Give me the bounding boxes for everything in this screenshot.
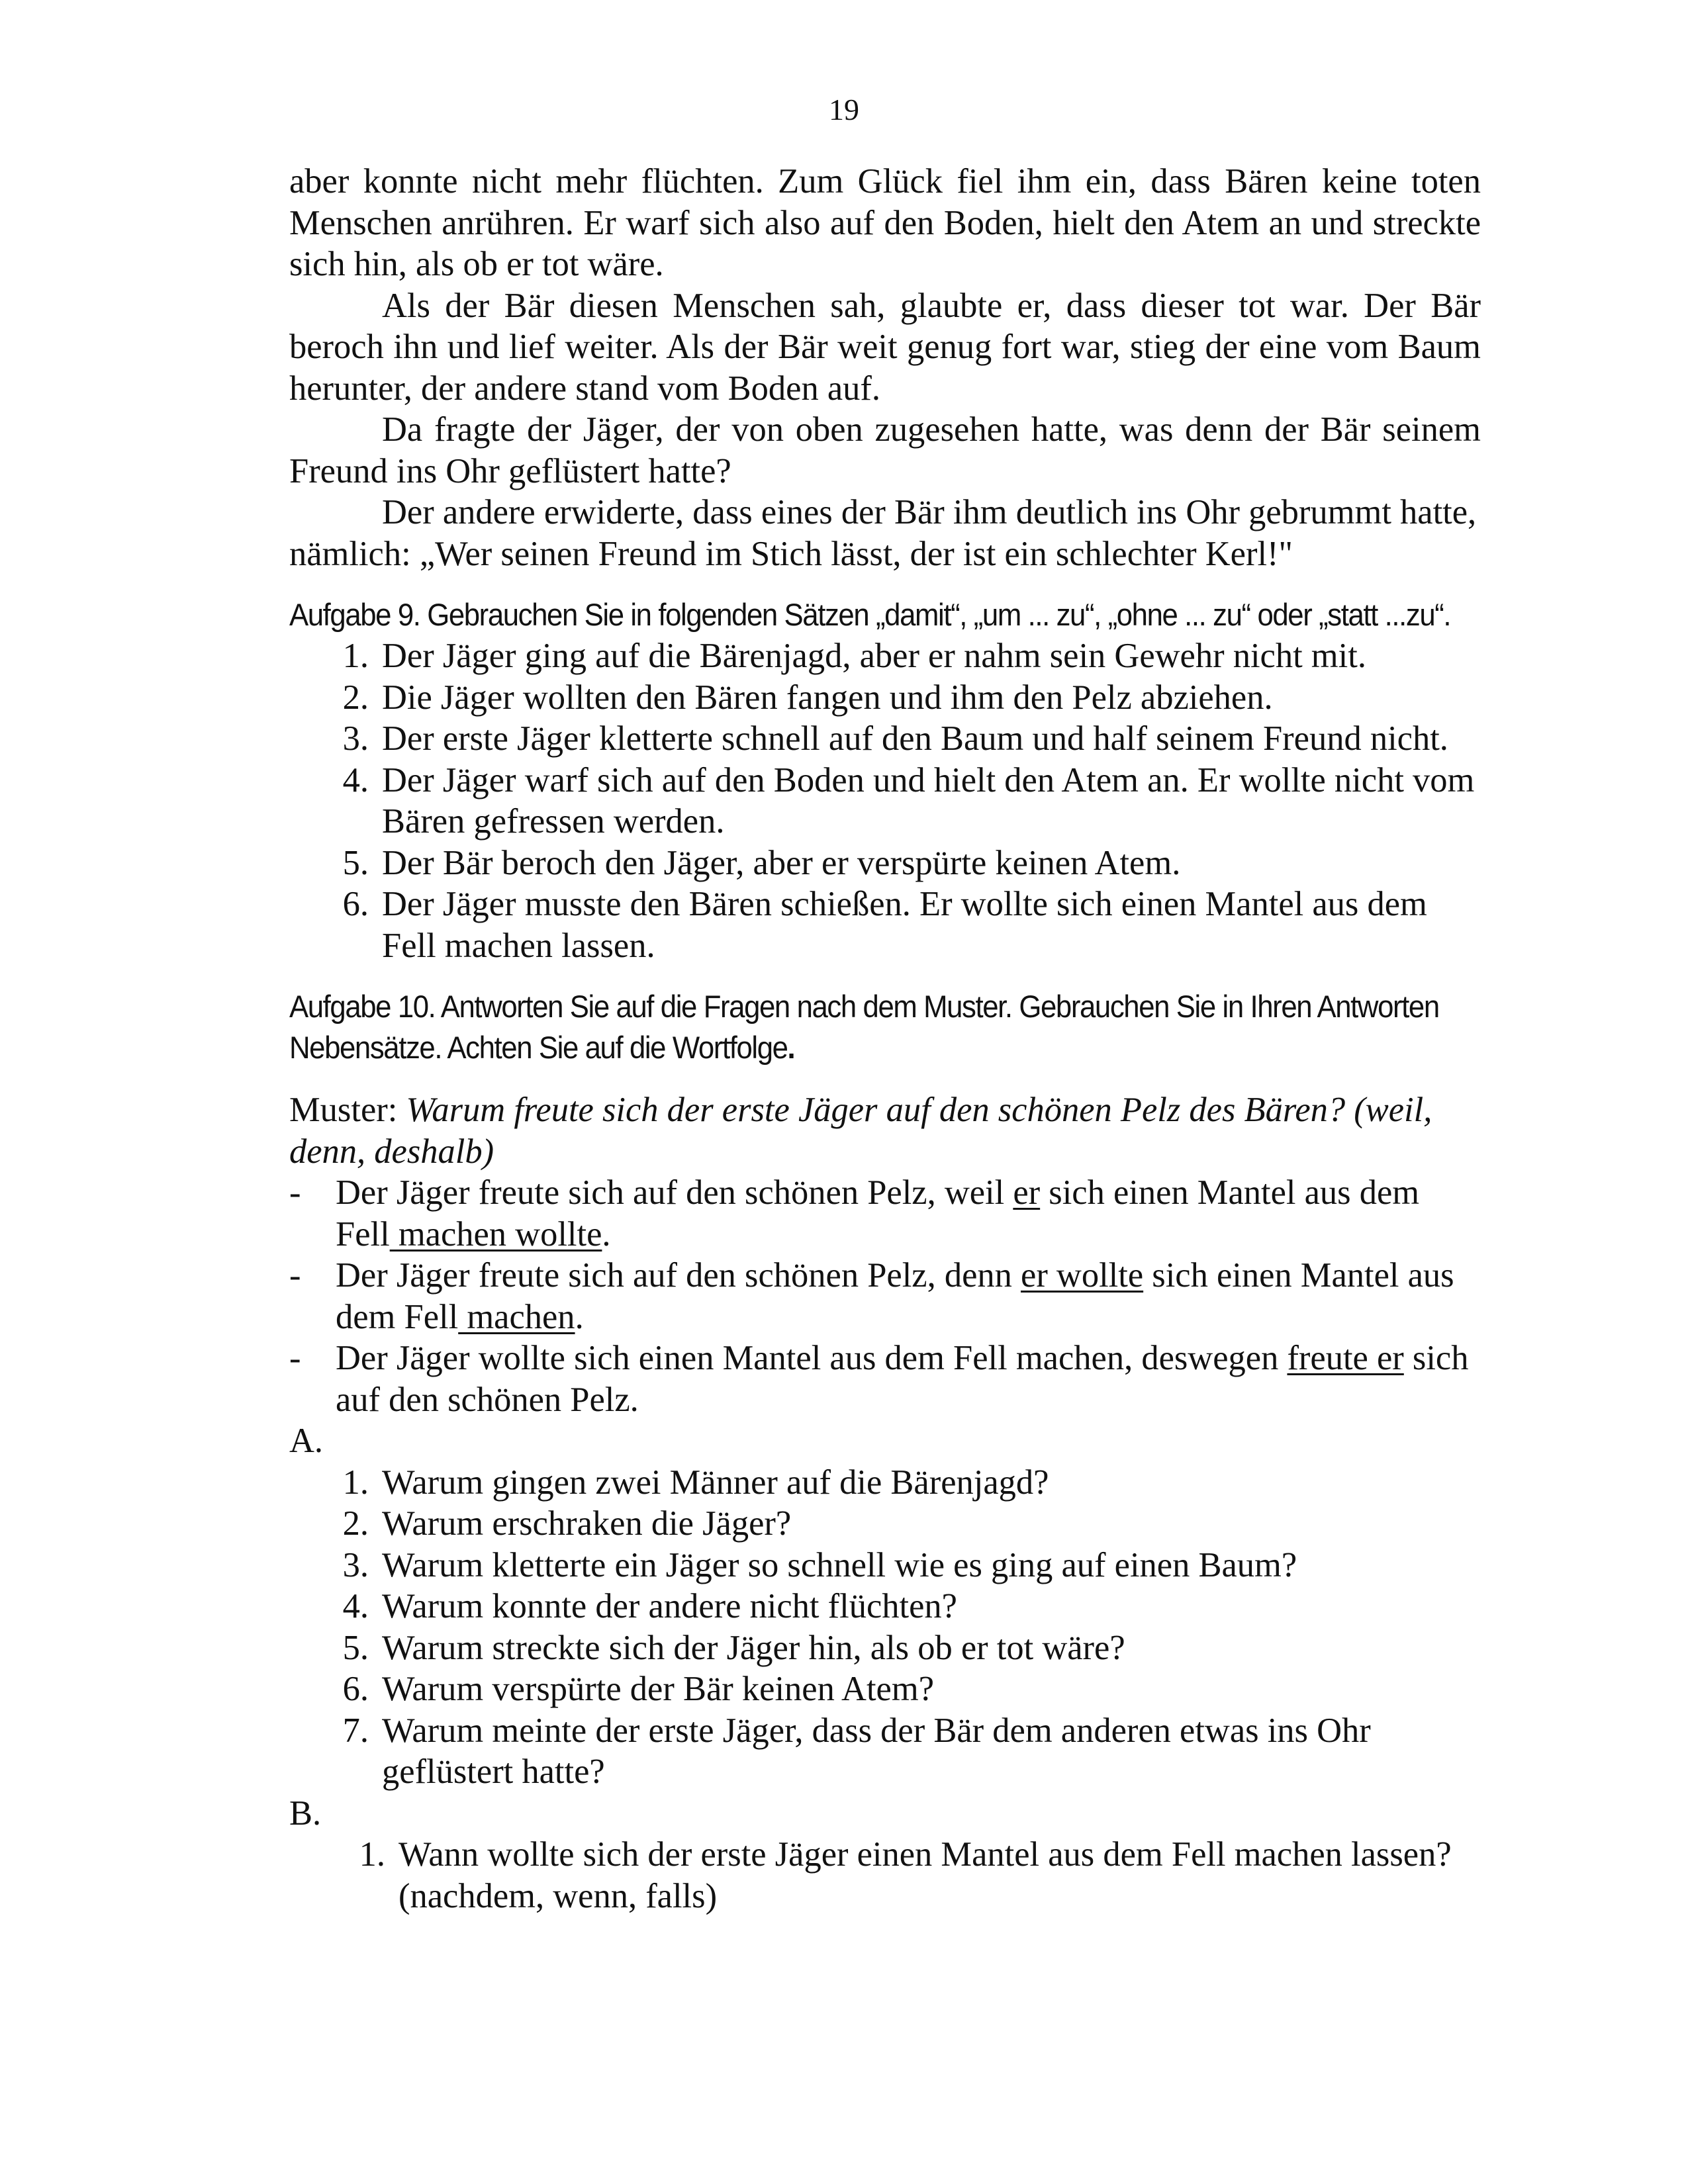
item-text: Der Bär beroch den Jäger, aber er verspürte keinen Atem. [382, 843, 1181, 882]
dash-marker: - [289, 1339, 301, 1377]
task-10-heading-period: . [787, 1030, 795, 1065]
list-item [289, 884, 1481, 966]
list-item [289, 718, 1481, 760]
item-number: 5. [342, 843, 369, 882]
example-answer-2 [289, 1255, 1481, 1338]
example-text: sich auf den schönen Pelz. [336, 1339, 1469, 1419]
story-paragraph-2: Als der Bär diesen Menschen sah, glaubte er, dass dieser tot war. Der Bär beroch ihn und lief weiter. Als der Bär weit genug fort war, stieg der eine vom Baum herunter, der andere stand vom Boden auf. [289, 286, 1481, 408]
item-number: 5. [342, 1628, 369, 1667]
dash-marker: - [289, 1173, 301, 1212]
item-text: Die Jäger wollten den Bären fangen und ihm den Pelz abziehen. [382, 678, 1273, 717]
list-item [289, 1545, 1481, 1586]
task-9-heading: Aufgabe 9. Gebrauchen Sie in folgenden Sätzen „damit“, „um ... zu“, „ohne ... zu“ oder „statt ...zu“. [289, 597, 1451, 632]
item-number: 1. [342, 637, 369, 675]
item-number: 2. [342, 678, 369, 717]
item-text: Warum kletterte ein Jäger so schnell wie es ging auf einen Baum? [382, 1545, 1297, 1584]
item-number: 3. [342, 719, 369, 758]
example-text: . [575, 1297, 584, 1336]
item-number: 7. [342, 1711, 369, 1750]
example-text: Der Jäger freute sich auf den schönen Pelz, denn [336, 1256, 1021, 1295]
example-text: Der Jäger freute sich auf den schönen Pelz, weil [336, 1173, 1013, 1212]
item-number: 1. [342, 1463, 369, 1502]
section-a-label: A. [289, 1422, 324, 1460]
list-item [289, 1627, 1481, 1669]
underlined-text: machen wollte [389, 1214, 602, 1253]
underlined-text: er wollte [1021, 1256, 1144, 1295]
example-text: Der Jäger wollte sich einen Mantel aus dem Fell machen, deswegen [336, 1339, 1288, 1377]
item-text: Warum gingen zwei Männer auf die Bärenjagd? [382, 1463, 1049, 1502]
item-text: Warum konnte der andere nicht flüchten? [382, 1587, 957, 1625]
list-item [289, 1503, 1481, 1545]
story-paragraph-4: Der andere erwiderte, dass eines der Bär ihm deutlich ins Ohr gebrummt hatte, nämlich: „Wer seinen Freund im Stich lässt, der ist ein schlechter Kerl!" [289, 493, 1477, 573]
underlined-text: machen [458, 1297, 575, 1336]
item-text: Der Jäger warf sich auf den Boden und hielt den Atem an. Er wollte nicht vom Bären gefressen werden. [382, 760, 1475, 841]
item-text: Der Jäger musste den Bären schießen. Er wollte sich einen Mantel aus dem Fell machen lassen. [382, 885, 1427, 965]
muster-line [289, 1089, 1481, 1172]
example-text: sich einen Mantel aus dem Fell [336, 1256, 1454, 1336]
item-number: 1. [359, 1835, 385, 1874]
item-number: 2. [342, 1504, 369, 1543]
item-text: Warum streckte sich der Jäger hin, als ob er tot wäre? [382, 1628, 1125, 1667]
item-number: 6. [342, 1670, 369, 1708]
muster-question: Warum freute sich der erste Jäger auf den schönen Pelz des Bären? (weil, denn, deshalb) [289, 1091, 1432, 1171]
story-paragraph-3: Da fragte der Jäger, der von oben zugesehen hatte, was denn der Bär seinem Freund ins Ohr geflüstert hatte? [289, 410, 1481, 490]
list-item [289, 1710, 1481, 1793]
task-10-heading [289, 986, 1481, 1068]
muster-label: Muster: [289, 1091, 398, 1129]
list-item [289, 1462, 1481, 1504]
section-b-label: B. [289, 1794, 322, 1833]
task-10-heading-text: Aufgabe 10. Antworten Sie auf die Fragen nach dem Muster. Gebrauchen Sie in Ihren Antworten Nebensätze. Achten Sie auf die Wortfolge [289, 989, 1439, 1065]
underlined-text: er [1013, 1173, 1041, 1212]
dash-marker: - [289, 1256, 301, 1295]
list-item [289, 1834, 1481, 1917]
item-text: Warum verspürte der Bär keinen Atem? [382, 1670, 935, 1708]
example-answer-3 [289, 1338, 1481, 1420]
list-item [289, 635, 1481, 677]
example-text: . [602, 1214, 611, 1253]
list-item [289, 677, 1481, 719]
example-text: sich einen Mantel aus dem Fell [336, 1173, 1420, 1253]
list-item [289, 1668, 1481, 1710]
list-item [289, 760, 1481, 842]
item-number: 6. [342, 885, 369, 923]
page-number: 19 [829, 93, 859, 126]
task-9-list [289, 635, 1481, 966]
page-content [289, 161, 1481, 1917]
item-number: 3. [342, 1545, 369, 1584]
underlined-text: freute er [1287, 1339, 1404, 1377]
item-text: Warum meinte der erste Jäger, dass der Bär dem anderen etwas ins Ohr geflüstert hatte? [382, 1711, 1371, 1791]
item-text: Warum erschraken die Jäger? [382, 1504, 792, 1543]
list-item [289, 1586, 1481, 1627]
item-text: Der erste Jäger kletterte schnell auf den Baum und half seinem Freund nicht. [382, 719, 1448, 758]
list-item [289, 842, 1481, 884]
item-text: Wann wollte sich der erste Jäger einen Mantel aus dem Fell machen lassen? (nachdem, wenn, falls) [399, 1835, 1452, 1915]
item-number: 4. [342, 760, 369, 799]
story-paragraph-1: aber konnte nicht mehr flüchten. Zum Glück fiel ihm ein, dass Bären keine toten Menschen anrühren. Er warf sich also auf den Boden, hielt den Atem an und streckte sich hin, als ob er tot wäre. [289, 162, 1481, 283]
item-text: Der Jäger ging auf die Bärenjagd, aber er nahm sein Gewehr nicht mit. [382, 637, 1366, 675]
example-answer-1 [289, 1172, 1481, 1255]
item-number: 4. [342, 1587, 369, 1625]
section-a-list [289, 1462, 1481, 1793]
section-b-list [289, 1834, 1481, 1917]
